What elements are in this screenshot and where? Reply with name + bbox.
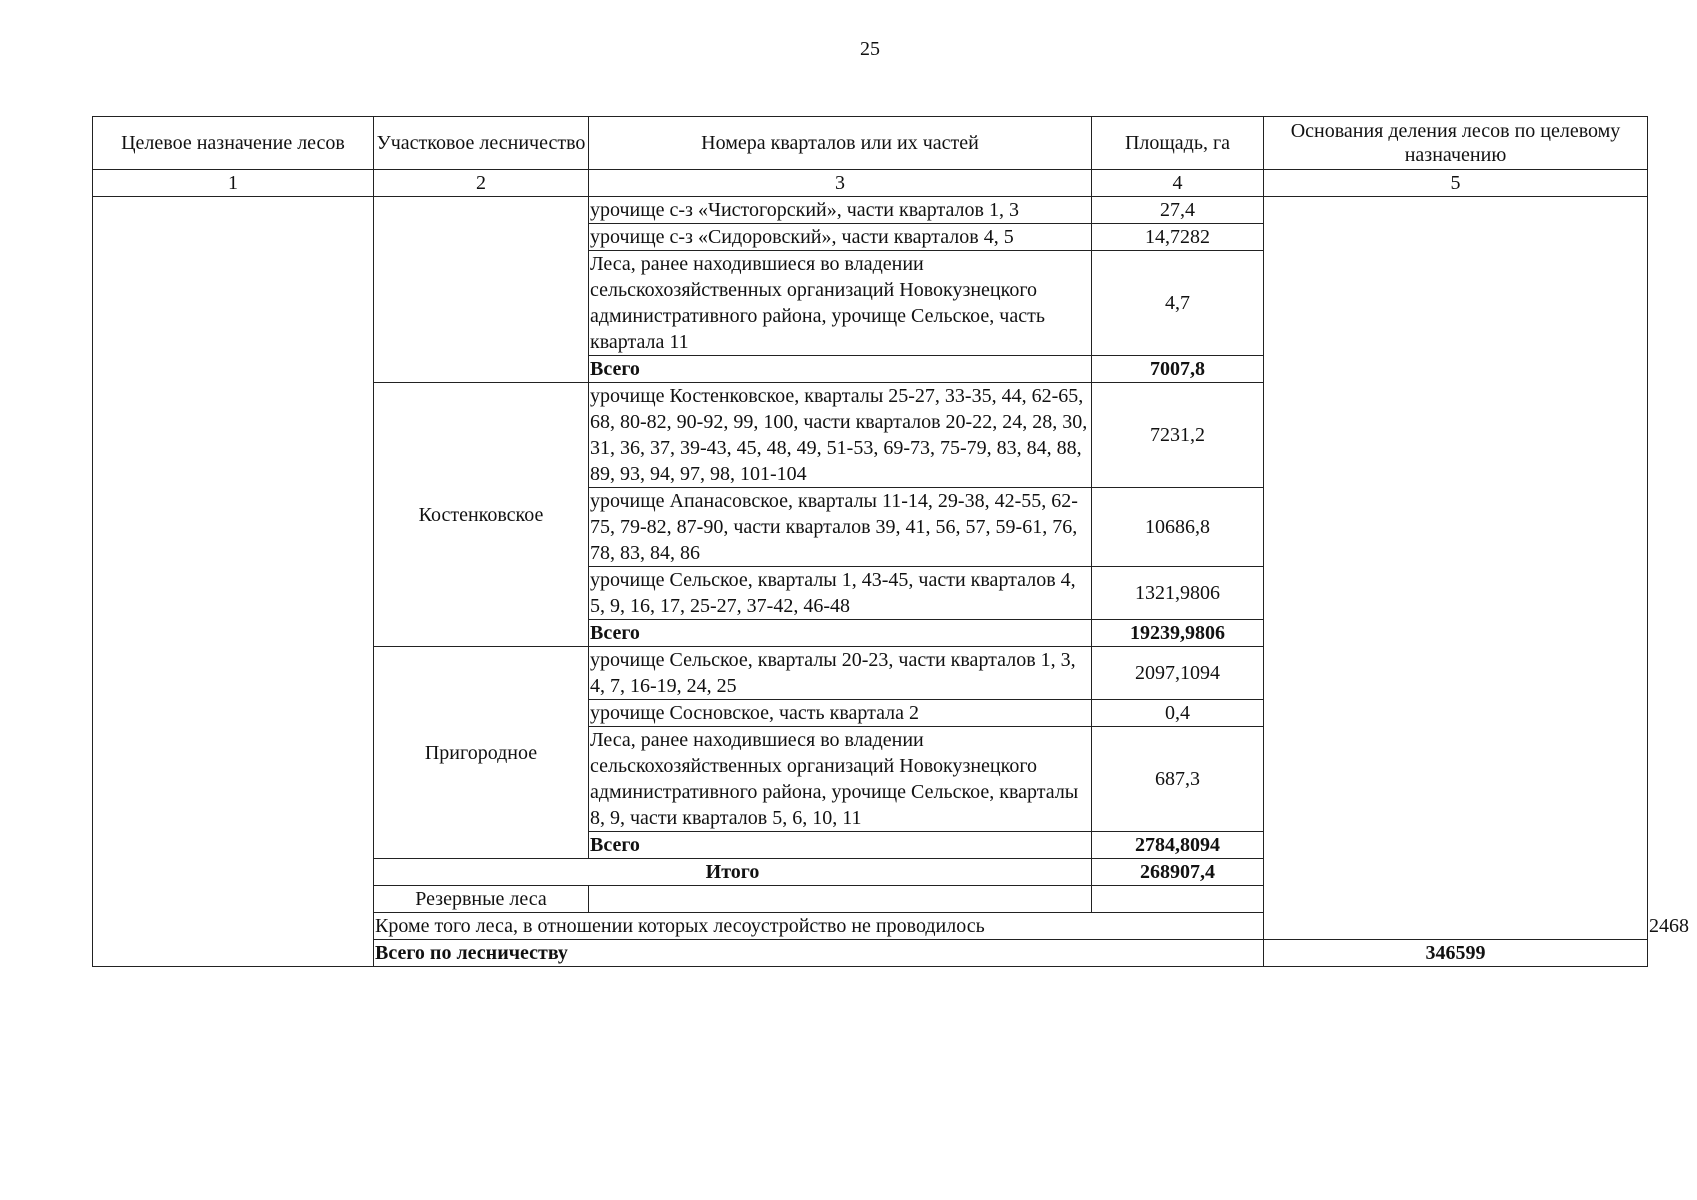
header-district: Участковое лесничество (374, 117, 589, 170)
area-cell: 27,4 (1092, 197, 1264, 224)
subtotal-label: Всего (589, 356, 1092, 383)
subtotal-area: 2784,8094 (1092, 832, 1264, 859)
grand-total-label: Всего по лесничеству (374, 940, 1264, 967)
district-cell (374, 197, 589, 383)
area-cell: 687,3 (1092, 727, 1264, 832)
header-basis: Основания деления лесов по целевому назначению (1264, 117, 1648, 170)
area-cell: 2097,1094 (1092, 647, 1264, 700)
forest-purpose-table (92, 116, 1689, 967)
column-number: 4 (1092, 170, 1264, 197)
column-number-row (93, 170, 1648, 197)
column-number: 2 (374, 170, 589, 197)
header-quarters: Номера кварталов или их частей (589, 117, 1092, 170)
column-number: 3 (589, 170, 1092, 197)
area-cell: 0,4 (1092, 700, 1264, 727)
page-number: 25 (860, 38, 880, 60)
basis-cell (1264, 197, 1648, 940)
area-cell: 4,7 (1092, 251, 1264, 356)
reserve-label: Резервные леса (374, 886, 589, 913)
quarters-cell: урочище с-з «Чистогорский», части кварталов 1, 3 (589, 197, 1092, 224)
area-cell: 7231,2 (1092, 383, 1264, 488)
header-purpose: Целевое назначение лесов (93, 117, 374, 170)
quarters-cell: урочище Сельское, кварталы 1, 43-45, части кварталов 4, 5, 9, 16, 17, 25-27, 37-42, 46-48 (589, 567, 1092, 620)
empty-cell (1092, 886, 1264, 913)
subtotal-area: 7007,8 (1092, 356, 1264, 383)
subtotal-label: Всего (589, 832, 1092, 859)
additional-label: Кроме того леса, в отношении которых лесоустройство не проводилось (374, 913, 1264, 940)
area-cell: 1321,9806 (1092, 567, 1264, 620)
district-kostenkovskoe: Костенковское (374, 383, 589, 647)
header-area: Площадь, га (1092, 117, 1264, 170)
quarters-cell: Леса, ранее находившиеся во владении сельскохозяйственных организаций Новокузнецкого административного района, урочище Сельское, кварталы 8, 9, части кварталов 5, 6, 10, 11 (589, 727, 1092, 832)
column-number: 5 (1264, 170, 1648, 197)
quarters-cell: урочище с-з «Сидоровский», части кварталов 4, 5 (589, 224, 1092, 251)
quarters-cell: Леса, ранее находившиеся во владении сельскохозяйственных организаций Новокузнецкого административного района, урочище Сельское, часть квартала 11 (589, 251, 1092, 356)
subtotal-area: 19239,9806 (1092, 620, 1264, 647)
grand-total-area: 346599 (1264, 940, 1648, 967)
quarters-cell: урочище Костенковское, кварталы 25-27, 33-35, 44, 62-65, 68, 80-82, 90-92, 99, 100, части кварталов 20-22, 24, 28, 30, 31, 36, 37, 39-43, 45, 48, 49, 51-53, 69-73, 75-79, 83, 84, 88, 89, 93, 94, 97, 98, 101-104 (589, 383, 1092, 488)
additional-row: Кроме того леса, в отношении которых лесоустройство не проводилось 2468 (93, 913, 1648, 940)
quarters-cell: урочище Сельское, кварталы 20-23, части кварталов 1, 3, 4, 7, 16-19, 24, 25 (589, 647, 1092, 700)
empty-cell (589, 886, 1092, 913)
area-cell: 14,7282 (1092, 224, 1264, 251)
purpose-cell (93, 197, 374, 967)
area-cell: 10686,8 (1092, 488, 1264, 567)
header-row (93, 117, 1648, 170)
itogo-area: 268907,4 (1092, 859, 1264, 886)
subtotal-label: Всего (589, 620, 1092, 647)
quarters-cell: урочище Сосновское, часть квартала 2 (589, 700, 1092, 727)
quarters-cell: урочище Апанасовское, кварталы 11-14, 29-38, 42-55, 62-75, 79-82, 87-90, части кварталов 39, 41, 56, 57, 59-61, 76, 78, 83, 84, 86 (589, 488, 1092, 567)
itogo-label: Итого (374, 859, 1092, 886)
table-row (93, 197, 1648, 224)
district-prigorodnoe: Пригородное (374, 647, 589, 859)
column-number: 1 (93, 170, 374, 197)
